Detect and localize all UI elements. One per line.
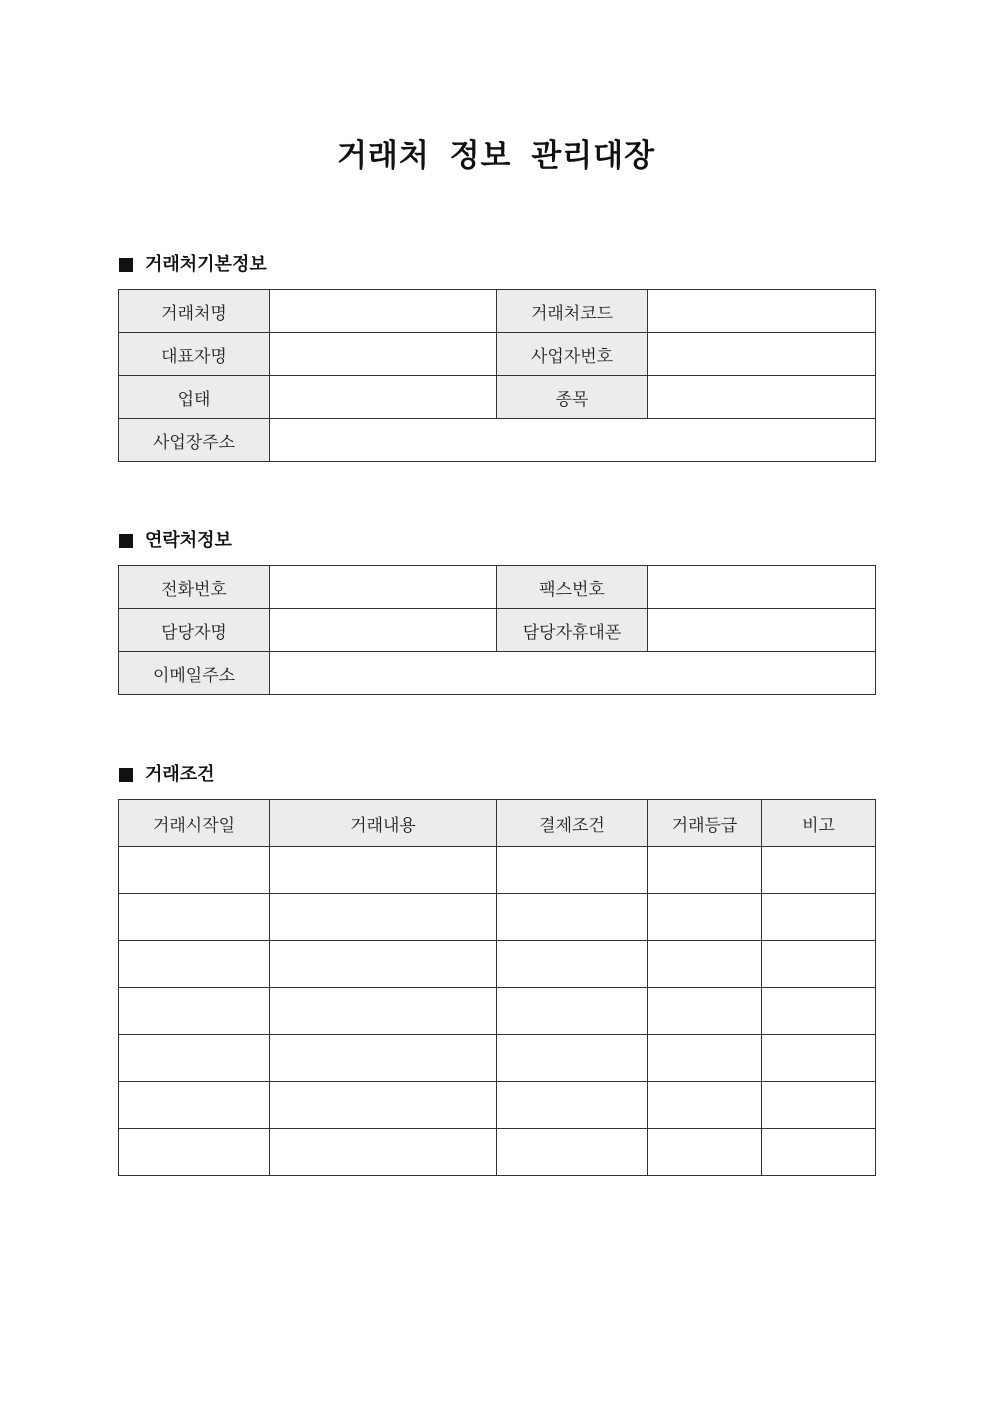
trade-grade-cell[interactable] (648, 1035, 762, 1082)
column-header-trade-grade: 거래등급 (648, 800, 762, 847)
start-date-cell[interactable] (119, 1082, 270, 1129)
page-title: 거래처 정보 관리대장 (336, 138, 656, 174)
section-heading-basic (119, 253, 267, 277)
business-type-field[interactable] (270, 376, 497, 419)
table-row (119, 566, 876, 609)
section-heading-basic-label: 거래처기본정보 (145, 254, 267, 275)
trade-content-cell[interactable] (270, 941, 497, 988)
trade-content-cell[interactable] (270, 894, 497, 941)
business-number-field[interactable] (648, 333, 876, 376)
payment-terms-cell[interactable] (497, 988, 648, 1035)
remarks-cell[interactable] (762, 988, 876, 1035)
payment-terms-cell[interactable] (497, 941, 648, 988)
client-name-field[interactable] (270, 290, 497, 333)
trade-terms-body (119, 847, 876, 1176)
label-fax: 팩스번호 (497, 566, 648, 609)
trade-terms-table (118, 799, 876, 1176)
basic-info-table (118, 289, 876, 462)
remarks-cell[interactable] (762, 941, 876, 988)
table-row (119, 652, 876, 695)
payment-terms-cell[interactable] (497, 1035, 648, 1082)
remarks-cell[interactable] (762, 894, 876, 941)
column-header-start-date: 거래시작일 (119, 800, 270, 847)
table-row (119, 376, 876, 419)
table-row (119, 419, 876, 462)
start-date-cell[interactable] (119, 988, 270, 1035)
label-business-type: 업태 (119, 376, 270, 419)
table-row (119, 988, 876, 1035)
payment-terms-cell[interactable] (497, 1082, 648, 1129)
trade-content-cell[interactable] (270, 988, 497, 1035)
trade-grade-cell[interactable] (648, 941, 762, 988)
contact-info-table (118, 565, 876, 695)
label-business-number: 사업자번호 (497, 333, 648, 376)
label-client-name: 거래처명 (119, 290, 270, 333)
start-date-cell[interactable] (119, 1035, 270, 1082)
payment-terms-cell[interactable] (497, 1129, 648, 1176)
table-row (119, 333, 876, 376)
trade-grade-cell[interactable] (648, 988, 762, 1035)
section-heading-contact (119, 529, 232, 553)
start-date-cell[interactable] (119, 894, 270, 941)
client-code-field[interactable] (648, 290, 876, 333)
label-business-address: 사업장주소 (119, 419, 270, 462)
trade-content-cell[interactable] (270, 1035, 497, 1082)
business-address-field[interactable] (270, 419, 876, 462)
phone-field[interactable] (270, 566, 497, 609)
payment-terms-cell[interactable] (497, 894, 648, 941)
table-row (119, 1035, 876, 1082)
label-business-item: 종목 (497, 376, 648, 419)
label-phone: 전화번호 (119, 566, 270, 609)
trade-grade-cell[interactable] (648, 1129, 762, 1176)
trade-content-cell[interactable] (270, 1129, 497, 1176)
trade-content-cell[interactable] (270, 847, 497, 894)
trade-grade-cell[interactable] (648, 847, 762, 894)
square-bullet-icon (119, 258, 133, 272)
trade-grade-cell[interactable] (648, 894, 762, 941)
column-header-payment-terms: 결제조건 (497, 800, 648, 847)
table-row (119, 609, 876, 652)
start-date-cell[interactable] (119, 941, 270, 988)
remarks-cell[interactable] (762, 847, 876, 894)
section-heading-contact-label: 연락처정보 (145, 530, 232, 551)
label-client-code: 거래처코드 (497, 290, 648, 333)
table-row (119, 1082, 876, 1129)
table-row (119, 894, 876, 941)
table-row (119, 290, 876, 333)
start-date-cell[interactable] (119, 847, 270, 894)
table-row (119, 847, 876, 894)
table-header-row (119, 800, 876, 847)
column-header-trade-content: 거래내용 (270, 800, 497, 847)
fax-field[interactable] (648, 566, 876, 609)
remarks-cell[interactable] (762, 1082, 876, 1129)
trade-grade-cell[interactable] (648, 1082, 762, 1129)
payment-terms-cell[interactable] (497, 847, 648, 894)
manager-mobile-field[interactable] (648, 609, 876, 652)
table-row (119, 1129, 876, 1176)
label-manager-name: 담당자명 (119, 609, 270, 652)
start-date-cell[interactable] (119, 1129, 270, 1176)
label-ceo-name: 대표자명 (119, 333, 270, 376)
table-row (119, 941, 876, 988)
column-header-remarks: 비고 (762, 800, 876, 847)
square-bullet-icon (119, 768, 133, 782)
business-item-field[interactable] (648, 376, 876, 419)
label-manager-mobile: 담당자휴대폰 (497, 609, 648, 652)
remarks-cell[interactable] (762, 1129, 876, 1176)
section-heading-terms-label: 거래조건 (145, 764, 215, 785)
remarks-cell[interactable] (762, 1035, 876, 1082)
manager-name-field[interactable] (270, 609, 497, 652)
email-field[interactable] (270, 652, 876, 695)
label-email: 이메일주소 (119, 652, 270, 695)
square-bullet-icon (119, 534, 133, 548)
trade-content-cell[interactable] (270, 1082, 497, 1129)
ceo-name-field[interactable] (270, 333, 497, 376)
section-heading-terms (119, 763, 215, 787)
